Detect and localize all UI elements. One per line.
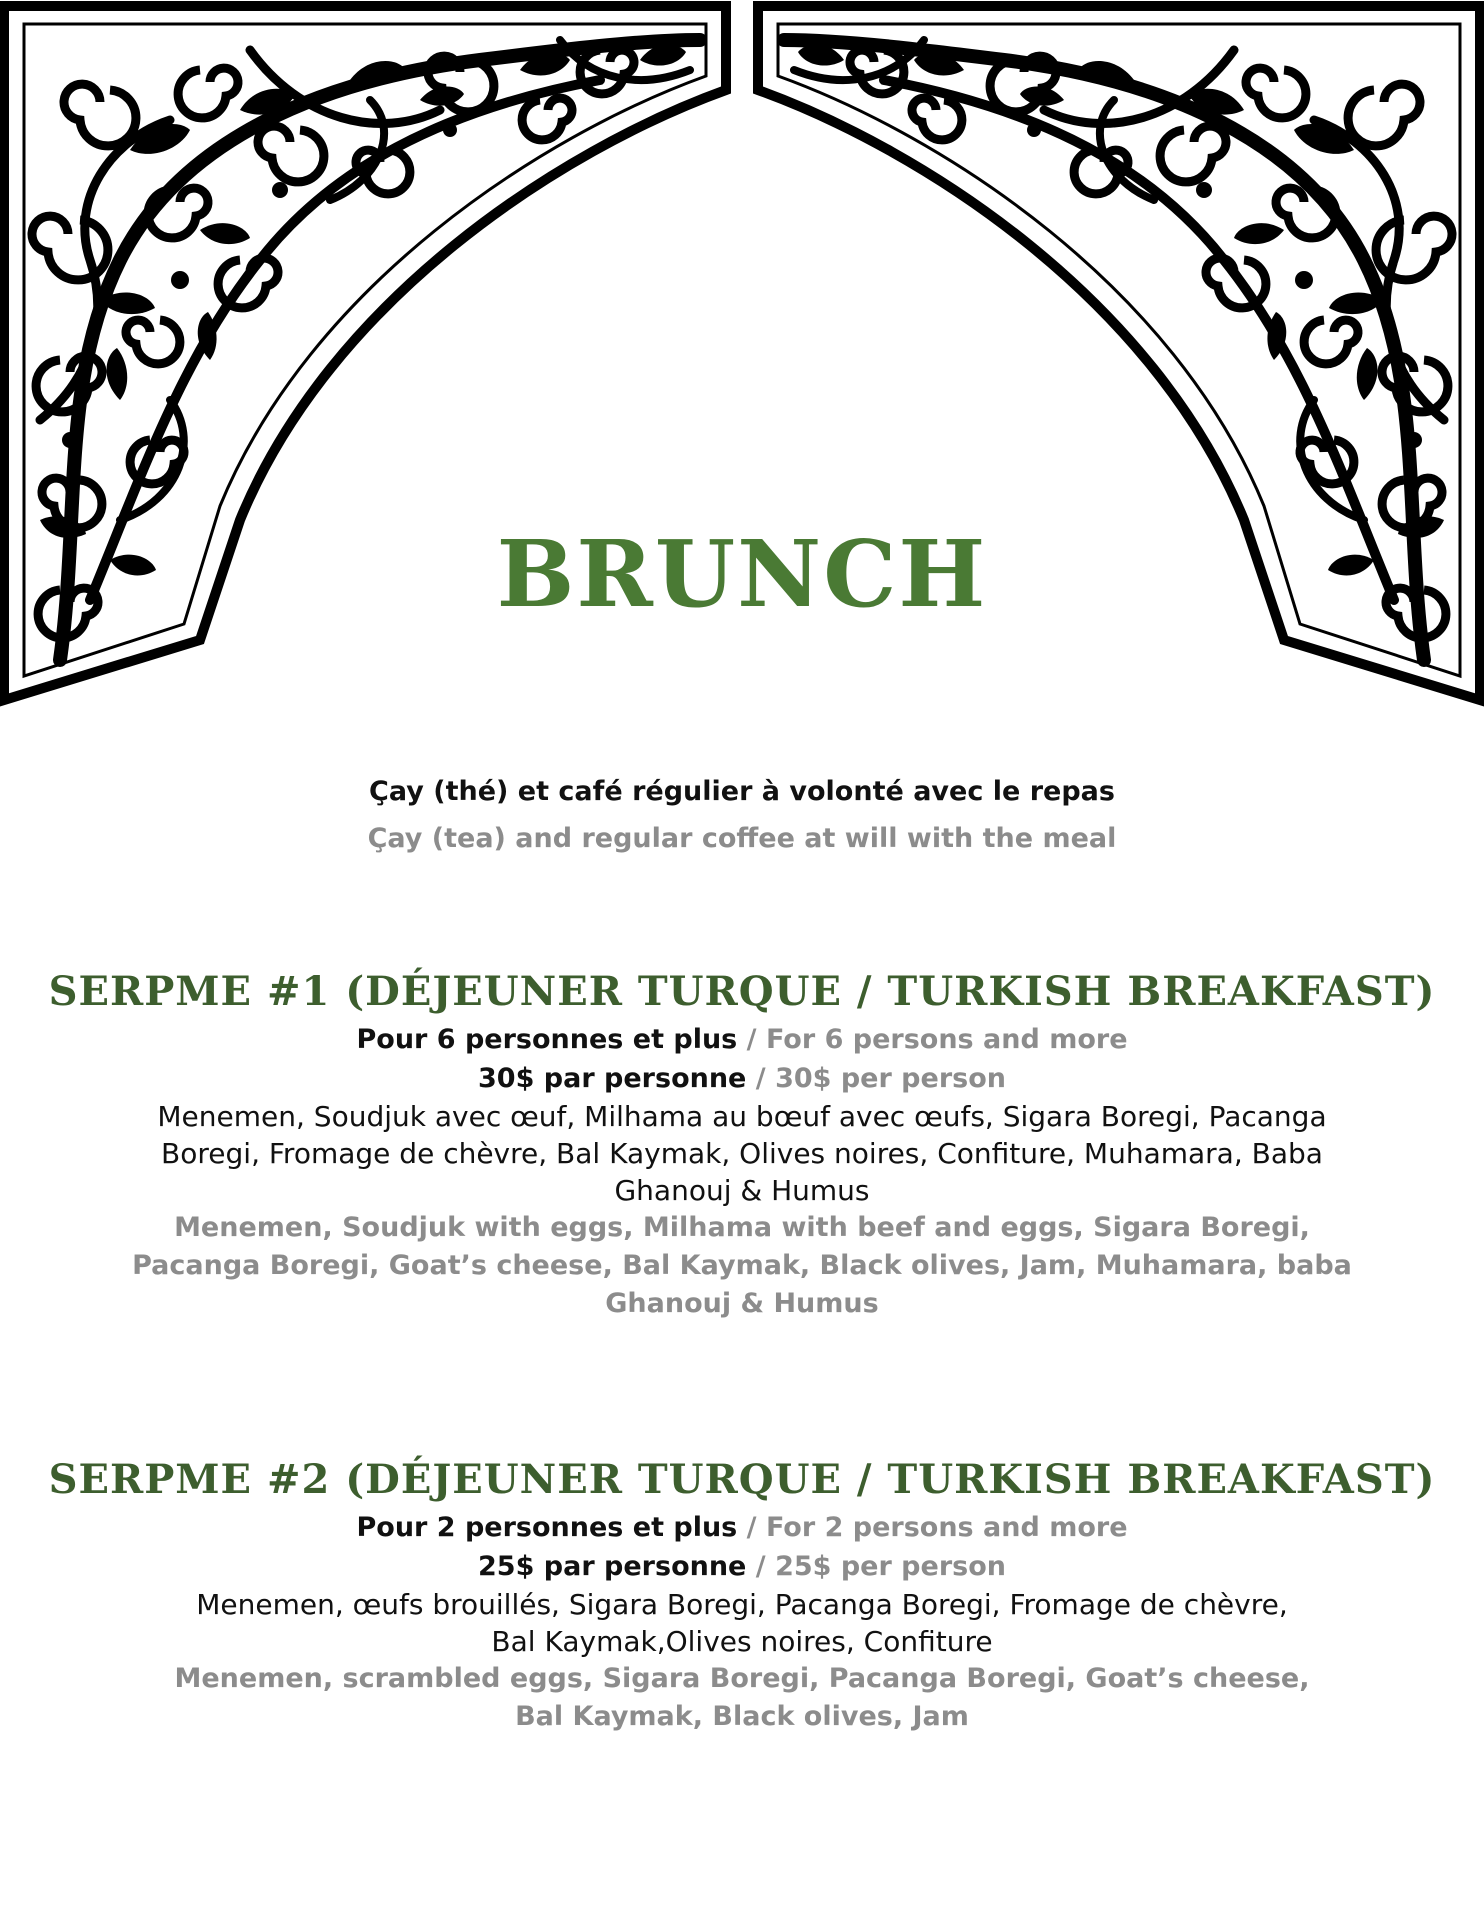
description-english: Menemen, scrambled eggs, Sigara Boregi, Pacanga Boregi, Goat’s cheese, Bal Kaymak, Black olives, Jam <box>174 1663 1310 1732</box>
section-people <box>0 1020 1484 1059</box>
description-french: Menemen, œufs brouillés, Sigara Boregi, Pacanga Boregi, Fromage de chèvre, Bal Kaymak,Olives noires, Confiture <box>196 1588 1288 1658</box>
price-french: 25$ par personne <box>478 1551 747 1582</box>
intro-note <box>0 768 1484 862</box>
separator: / <box>755 1063 766 1094</box>
price-french: 30$ par personne <box>478 1063 747 1094</box>
section-heading: SERPME #1 (DÉJEUNER TURQUE / TURKISH BREAKFAST) <box>48 968 1436 1015</box>
section-price <box>0 1547 1484 1586</box>
people-french: Pour 6 personnes et plus <box>356 1024 738 1055</box>
section-people <box>0 1508 1484 1547</box>
separator: / <box>746 1024 757 1055</box>
price-english: 25$ per person <box>775 1551 1006 1582</box>
intro-english: Çay (tea) and regular coffee at will with the meal <box>367 823 1117 854</box>
section-heading: SERPME #2 (DÉJEUNER TURQUE / TURKISH BREAKFAST) <box>48 1456 1436 1503</box>
description-french: Menemen, Soudjuk avec œuf, Milhama au bœuf avec œufs, Sigara Boregi, Pacanga Boregi, Fromage de chèvre, Bal Kaymak, Olives noires, Confiture, Muhamara, Baba Ghanouj & Humus <box>157 1100 1327 1207</box>
people-english: For 2 persons and more <box>765 1512 1128 1543</box>
people-english: For 6 persons and more <box>765 1024 1128 1055</box>
price-english: 30$ per person <box>775 1063 1006 1094</box>
people-french: Pour 2 personnes et plus <box>356 1512 738 1543</box>
menu-section-serpme-2 <box>0 1452 1484 1736</box>
page-title: BRUNCH <box>496 520 988 628</box>
separator: / <box>755 1551 766 1582</box>
intro-french: Çay (thé) et café régulier à volonté avec le repas <box>369 776 1115 807</box>
separator: / <box>746 1512 757 1543</box>
description-english: Menemen, Soudjuk with eggs, Milhama with beef and eggs, Sigara Boregi, Pacanga Boregi, Goat’s cheese, Bal Kaymak, Black olives, Jam, Muhamara, baba Ghanouj & Humus <box>132 1212 1352 1319</box>
section-price <box>0 1059 1484 1098</box>
menu-section-serpme-1 <box>0 964 1484 1323</box>
